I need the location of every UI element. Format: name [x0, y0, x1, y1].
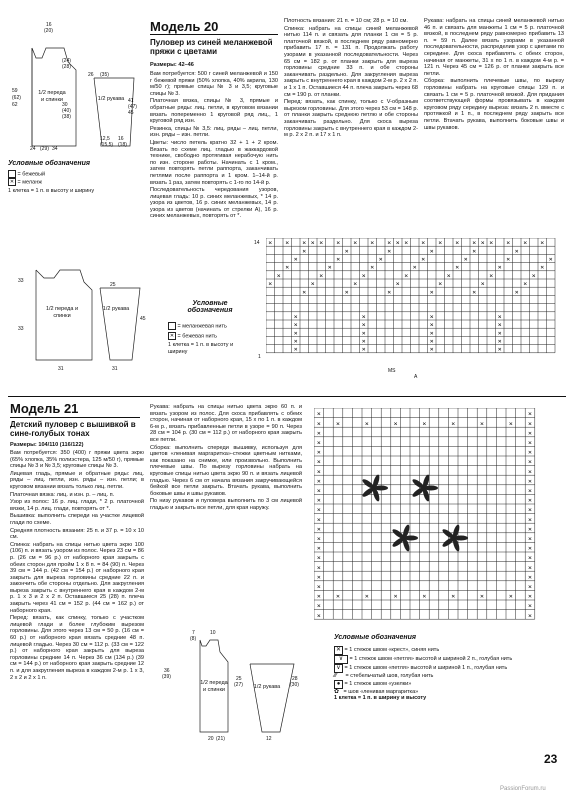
stitch-mark: ✕ [310, 240, 315, 247]
stitch-mark: ✕ [479, 421, 485, 428]
stitch-mark: ✕ [506, 256, 511, 263]
stitch-mark: ✕ [387, 240, 392, 247]
stitch-mark: ✕ [422, 421, 427, 428]
stitch-mark: ✕ [361, 347, 366, 354]
model20-col2 [284, 18, 418, 140]
m21-sleeve-label: 1/2 рукава [253, 684, 281, 690]
stitch-mark: ✕ [527, 594, 533, 601]
stitch-mark: ✕ [335, 594, 341, 601]
stitch-mark: ✕ [412, 265, 417, 272]
schematic-front-label: 1/2 переда и спинки [38, 90, 66, 103]
stitch-mark: ✕ [514, 248, 519, 255]
stitch-mark: ✕ [497, 338, 502, 345]
model20-materials: Вам потребуется: 500 г синей меланжевой и 150 г бежевой пряжи (50% хлопка, 40% акрила, 130 м/50 г); прямые спицы № 3 и 3,5; круговые спицы № 3. [150, 71, 278, 97]
dim-sl-155: (15,5) [100, 142, 114, 148]
stitch-mark: ✕ [404, 240, 409, 247]
embroidery-chart-grid [314, 408, 542, 626]
stitch-mark: ✕ [310, 281, 315, 288]
flower-chart-grid [266, 238, 566, 372]
stitch-mark: ✕ [316, 459, 321, 466]
stitch-mark: ✕ [472, 240, 477, 247]
model20-legend-1: = бежевый [8, 170, 45, 178]
stitch-mark: ✕ [527, 450, 533, 457]
stitch-mark: ✕ [361, 314, 366, 321]
dim-16: 16 [46, 22, 52, 28]
stitch-mark: ✕ [472, 248, 477, 255]
chart-ms: MS [388, 368, 396, 374]
stitch-mark: ✕ [361, 273, 366, 280]
stitch-mark: ✕ [336, 256, 341, 263]
m21-dim-25: 25 [236, 676, 242, 682]
model20-title: Модель 20 [150, 19, 219, 34]
stitch-mark: ✕ [319, 273, 324, 280]
stitch-mark: ✕ [370, 265, 375, 272]
dim-62a: (62) [12, 95, 21, 101]
stitch-mark: ✕ [335, 421, 341, 428]
knot-icon: ● [334, 680, 343, 689]
model21-embroidery: Вышивка: выполнить спереди на участке лицевой глади по схеме. [10, 513, 144, 526]
stitch-mark: ✕ [316, 574, 321, 581]
stitch-mark: ✕ [316, 603, 321, 610]
stitch-mark: ✕ [316, 411, 321, 418]
stitch-mark: ✕ [480, 281, 485, 288]
stitch-mark: ✕ [319, 240, 324, 247]
legend-note: 1 клетка = 1 п. в ширину и высоту [334, 695, 427, 701]
model21-gauge: Средняя плотность вязания: 25 п. и 37 р. = 10 х 10 см. [10, 527, 144, 541]
model21-title-rule [10, 417, 140, 418]
model20-legend-2: ✕ = меланж [9, 179, 42, 186]
stitch-mark: ✕ [429, 322, 434, 329]
m21-dim-27: (27) [234, 682, 243, 688]
stitch-mark: ✕ [293, 314, 298, 321]
stitch-mark: ✕ [527, 507, 533, 514]
dim-38: (38) [62, 114, 71, 120]
stitch-mark: ✕ [387, 248, 392, 255]
stitch-mark: ✕ [316, 450, 321, 457]
model21-back: Спинка: набрать на спицы нитью цвета экрю 100 (106) п. и вязать узором из полос. Через 23 см = 86 р. (26 см = 96 р.) от наборного края закрыть с обеих сторон для пройм 1 х 8 п. = 84 (90) п. Через 39 см = 144 р. (42 см = 154 р.) от наборного края закрыть для выреза горловины средние 22 п. и закончить обе стороны отдельно. Для закругления выреза закрыть с внутреннего края в каждом 2-м р. 1 х 3 и 2 х 2 п. Оставшиеся 25 (28) п. плеча закрыть через 41 см = 152 р. (44 см = 162 р.) от наборного края. [10, 541, 144, 614]
stitch-mark: ✕ [508, 594, 513, 601]
model20-back: Спинка: набрать на спицы синей меланжевой нитью 114 п. и связать для планки 1 см = 5 р. платочной вязкой, в последнем ряду равномерно прибавить 17 п. = 131 п. Продолжать работу узорами в указанной последовательности. Через 65 см = 182 р. от планки закрыть для выреза горловины средние 33 п. и обе стороны заканчивать раздельно. Для закругления выреза закрыть с внутреннего края в каждом 2-м р. 2 х 2 п. и 1 х 1 п. Оставшиеся 44 п. плеча закрыть через 68 см = 190 р. от планки. [284, 25, 418, 98]
stitch-mark: ✕ [527, 421, 533, 428]
stitch-mark: ✕ [472, 289, 477, 296]
m21-dim-21: (21) [216, 736, 225, 742]
alt-legend-2: ✕ = бежевая нить [169, 333, 218, 340]
stitch-mark: ✕ [316, 526, 321, 533]
stem-stitch-icon: ⁄⁄⁄ [334, 673, 338, 679]
stitch-mark: ✕ [316, 565, 321, 572]
stitch-mark: ✕ [316, 421, 321, 428]
stitch-mark: ✕ [479, 594, 485, 601]
stitch-mark: ✕ [527, 469, 533, 476]
alt-legend-1: = меланжевая нить [168, 322, 227, 330]
stitch-mark: ✕ [302, 240, 307, 247]
dim-sl-16: 16 [118, 136, 124, 142]
embroidery-chart [314, 408, 542, 626]
dim-62: 62 [12, 102, 18, 108]
model21-sleeves: Рукава: набрать на спицы нитью цвета экрю 60 п. и вязать узором из полос. Для скоса прибавлять с обеих сторон, начиная от наборного края, 15 х по 1 п. в каждом 6-м р., вязать прибавленные петли в узоре = 90 п. Через 28 см = 104 р. (30 см = 112 р.) от наборного края закрыть все петли. [150, 404, 302, 443]
model20-sizes: Размеры: 42–46 [150, 62, 194, 68]
loop-2-icon: ∨ [334, 655, 348, 664]
model21-stitch-1: Лицевая гладь, прямые и обратные ряды: лиц. ряды – лиц. петли, изн. ряды – изн. петли; в круговом вязании вязать только лиц. петли. [10, 470, 144, 490]
footer-site: PassionForum.ru [500, 786, 546, 792]
stitch-mark: ✕ [393, 594, 398, 601]
stitch-mark: ✕ [455, 265, 460, 272]
stitch-mark: ✕ [285, 240, 290, 247]
dim-sl-47: (47) [128, 104, 137, 110]
model21-legend [334, 646, 566, 702]
model21-col1 [10, 450, 144, 682]
m21-dim-20: 20 [208, 736, 214, 742]
stitch-mark: ✕ [285, 265, 290, 272]
stitch-mark: ✕ [316, 440, 321, 447]
model21-assembly: Сборка: выполнить спереди вышивку, используя для цветов «ленивая маргаритка»-стежки цветным нитками, как показано на снимке, или произвольно. Выполнить плечевые швы. По вырезу горловины набрать на круговые спицы нитью цвета экрю 90 п. и вязать лицевой гладью. Через 6 см от начала вязания закручивающейся бейкой все петли закрыть. Втачать рукава, выполнить боковые швы и швы рукавов. [150, 444, 302, 497]
dim-30: 30 [62, 102, 68, 108]
stitch-mark: ✕ [527, 411, 533, 418]
dim-sl-41: 41 [128, 98, 134, 104]
stitch-mark: ✕ [293, 347, 298, 354]
stitch-mark: ✕ [527, 517, 533, 524]
stitch-mark: ✕ [527, 565, 533, 572]
model21-subtitle: Детский пуловер с вышивкой в сине-голубых тонах [10, 420, 136, 438]
stitch-mark: ✕ [527, 488, 533, 495]
stitch-mark: ✕ [316, 613, 321, 620]
stitch-mark: ✕ [451, 421, 456, 428]
model20-stitch-1: Платочная вязка, спицы № 3, прямые и обратные ряды: лиц. петли, в круговом вязании вязать попеременно 1 круговой ряд лиц., 1 круговой ряд изн. [150, 98, 278, 125]
stitch-mark: ✕ [316, 594, 321, 601]
stitch-mark: ✕ [489, 273, 494, 280]
model21-title: Модель 21 [10, 401, 79, 416]
model20-subtitle: Пуловер из синей меланжевой пряжи с цветами [150, 38, 273, 56]
stitch-mark: ✕ [527, 478, 533, 485]
stitch-mark: ✕ [463, 256, 468, 263]
model21-legend-title: Условные обозначения [334, 634, 417, 641]
stitch-mark: ✕ [293, 322, 298, 329]
stitch-mark: ✕ [527, 613, 533, 620]
stitch-mark: ✕ [361, 322, 366, 329]
model21-sizes: Размеры: 104/110 (116/122) [10, 442, 84, 448]
stitch-mark: ✕ [527, 555, 533, 562]
stitch-mark: ✕ [293, 256, 298, 263]
model20-col3 [424, 18, 564, 132]
legend-cross-stitch: ✕ = 1 стежок швом «крест», синяя нить [335, 647, 440, 653]
stitch-mark: ✕ [316, 507, 321, 514]
stitch-mark: ✕ [387, 289, 392, 296]
stitch-mark: ✕ [527, 526, 533, 533]
model20-legend-title: Условные обозначения [8, 160, 91, 167]
model20-front: Перед: вязать, как спинку, только с V-образным вырезом горловины. Для этого через 53 см = 148 р. от планки закрыть среднюю петлю и обе стороны заканчивать раздельно. Для скоса выреза горловины закрыть с внутреннего края в каждом 2-м р. 2 х 2 п. и 17 х 1 п. [284, 99, 418, 139]
alt-dim-33b: 33 [18, 326, 24, 332]
model21-hem: По низу рукавов и пуловера выполнить по 3 см лицевой гладью и закрыть все петли, для края наружу. [150, 498, 302, 511]
stitch-mark: ✕ [364, 421, 369, 428]
legend-loop-1: ∨ = 1 стежок швом «петля» высотой и шириной 1 п., голубая нить [334, 664, 566, 673]
alt-legend-title: Условные обозначения [187, 300, 233, 314]
stitch-mark: ✕ [361, 330, 366, 337]
model21-stripes: Узор из полос: 16 р. лиц. глади, * 2 р. платочной вязки, 14 р. лиц. глади, повторять от *. [10, 499, 144, 512]
stitch-mark: ✕ [527, 536, 533, 543]
stitch-mark: ✕ [429, 248, 434, 255]
model20-flowers: Цветы: число петель кратно 32 + 1 + 2 кром. Вязать по схеме лиц. гладью в жаккардовой технике, свободно протягивая нерабочую нить по изн. стороне работы. Начинать с 1 кром., затем повторять петли раппорта, заканчивать петлями после раппорта и 1 кром. 1–14-й р. вязать 1 раз, затем повторять с 1-го по 14-й р. [150, 139, 278, 186]
model20-sequence: Последовательность чередования узоров, лицевая гладь: 10 р. синих меланжевых, * 14 р. узора из цветов, 16 р. синих меланжевых, 14 р. узора из цветов (начинать от стрелки А), 16 р. синих меланжевых, повторять от *. [150, 187, 278, 220]
stitch-mark: ✕ [429, 347, 434, 354]
stitch-mark: ✕ [497, 265, 502, 272]
model20-col1 [150, 71, 278, 221]
stitch-mark: ✕ [344, 248, 349, 255]
stitch-mark: ✕ [527, 546, 533, 553]
legend-loop-2: ∨ = 1 стежок швом «петля» высотой и шириной 2 п., голубая нить [334, 655, 566, 664]
dim-24b: 24 [30, 146, 36, 152]
stitch-mark: ✕ [316, 546, 321, 553]
stitch-mark: ✕ [527, 459, 533, 466]
stitch-mark: ✕ [302, 248, 307, 255]
stitch-mark: ✕ [316, 498, 321, 505]
alt-dim-31a: 31 [58, 366, 64, 372]
stitch-mark: ✕ [508, 421, 513, 428]
stitch-mark: ✕ [353, 240, 358, 247]
stitch-mark: ✕ [316, 488, 321, 495]
page-number: 23 [544, 752, 558, 766]
beige-thread-swatch: ✕ [169, 333, 175, 339]
model20-legend-note: 1 клетка = 1 п. в высоту и ширину [8, 188, 95, 194]
stitch-mark: ✕ [327, 265, 332, 272]
m21-front-label: 1/2 переда и спинки [200, 680, 228, 693]
model21-schematic-drawing [150, 628, 310, 748]
stitch-mark: ✕ [527, 430, 533, 437]
stitch-mark: ✕ [497, 314, 502, 321]
model20-stitch-2: Резинка, спицы № 3,5: лиц. ряды – лиц. петли, изн. ряды – изн. петли. [150, 125, 278, 139]
stitch-mark: ✕ [344, 289, 349, 296]
alt-dim-33a: 33 [18, 278, 24, 284]
dim-28: (28) [62, 64, 71, 70]
legend-stem: ⁄⁄⁄ = стебельчатый шов, голубая нить [334, 673, 434, 679]
stitch-mark: ✕ [316, 517, 321, 524]
m21-dim-30: (30) [290, 682, 299, 688]
dim-sl-45: 45 [128, 110, 134, 116]
stitch-mark: ✕ [316, 469, 321, 476]
stitch-mark: ✕ [429, 330, 434, 337]
chart-row-14: 14 [254, 240, 260, 246]
stitch-mark: ✕ [540, 240, 545, 247]
stitch-mark: ✕ [523, 240, 528, 247]
chart-a: A [414, 374, 418, 380]
stitch-mark: ✕ [421, 240, 426, 247]
stitch-mark: ✕ [378, 256, 383, 263]
stitch-mark: ✕ [497, 330, 502, 337]
dim-59: 59 [12, 88, 18, 94]
model21-col2 [150, 404, 302, 513]
stitch-mark: ✕ [446, 273, 451, 280]
dim-35: (35) [100, 72, 109, 78]
dim-40: (40) [62, 108, 71, 114]
melange-swatch: ✕ [9, 179, 15, 185]
m21-dim-8: (8) [190, 636, 197, 642]
stitch-mark: ✕ [455, 240, 460, 247]
stitch-mark: ✕ [336, 240, 341, 247]
stitch-mark: ✕ [422, 594, 427, 601]
dim-26: 26 [88, 72, 94, 78]
stitch-mark: ✕ [429, 289, 434, 296]
stitch-mark: ✕ [438, 240, 443, 247]
flower-chart [266, 238, 566, 372]
daisy-icon: ✿ [334, 688, 340, 695]
embroidered-flower [441, 524, 468, 552]
model21-front: Перед: вязать, как спинку, только с участком лицевой глади и более глубоким вырезом горловины. Для этого через 13 см = 50 р. (16 см = 60 р.) от наборного края вязать средние 48 п. лицевой гладью. Через 30 см = 112 р. (33 см = 122 р.) от наборного края закрыть для выреза горловины средние 14 п. Через 36 см (134 р.) (39 см = 144 р.) от наборного края закрыть средние 12 п. и для закругления выреза в каждом 2-м р. 1 х 3, 2 х 2 и 2 х 1 п. [10, 615, 144, 681]
m21-dim-28: 28 [292, 676, 298, 682]
alt-dim-31b: 31 [112, 366, 118, 372]
stitch-mark: ✕ [527, 574, 533, 581]
m21-dim-36: 36 [164, 668, 170, 674]
stitch-mark: ✕ [364, 594, 369, 601]
loop-1-icon: ∨ [334, 664, 343, 673]
stitch-mark: ✕ [353, 281, 358, 288]
m21-dim-39: (39) [162, 674, 171, 680]
dim-24: (24) [62, 58, 71, 64]
model21-materials: Вам потребуется: 350 (400) г пряжи цвета экрю (65% хлопка, 35% полиэстера, 125 м/50 г), прямые спицы № 3 и № 3,5; круговые спицы № 3. [10, 450, 144, 470]
stitch-mark: ✕ [395, 281, 400, 288]
model20-title-rule [150, 34, 278, 35]
legend-knot: ● = 1 стежок швом «узелки» [334, 680, 566, 689]
embroidered-flower [391, 524, 418, 552]
section-divider [8, 396, 566, 397]
alt-sleeve-label: 1/2 рукава [102, 306, 130, 312]
alt-dim-25: 25 [110, 282, 116, 288]
stitch-mark: ✕ [497, 347, 502, 354]
model21-stitch-2: Платочная вязка: лиц. и изн. р. – лиц. п. [10, 491, 115, 498]
schematic-sleeve-label: 1/2 рукава [97, 96, 125, 102]
embroidered-flower [411, 474, 438, 502]
stitch-mark: ✕ [451, 594, 456, 601]
stitch-mark: ✕ [316, 536, 321, 543]
stitch-mark: ✕ [540, 265, 545, 272]
stitch-mark: ✕ [429, 338, 434, 345]
stitch-mark: ✕ [316, 555, 321, 562]
stitch-mark: ✕ [438, 281, 443, 288]
model20-gauge: Плотность вязания: 21 п. = 10 см; 28 р. = 10 см. [284, 18, 408, 24]
stitch-mark: ✕ [548, 256, 553, 263]
melange-thread-swatch [168, 322, 176, 330]
dim-20: (20) [44, 28, 53, 34]
embroidered-flower [361, 474, 388, 502]
stitch-mark: ✕ [421, 256, 426, 263]
m21-dim-12: 12 [266, 736, 272, 742]
stitch-mark: ✕ [480, 240, 485, 247]
stitch-mark: ✕ [523, 281, 528, 288]
stitch-mark: ✕ [395, 240, 400, 247]
stitch-mark: ✕ [404, 273, 409, 280]
stitch-mark: ✕ [527, 584, 533, 591]
alt-dim-45: 45 [140, 316, 146, 322]
dim-29: (29) [40, 146, 49, 152]
alt-front-label: 1/2 переда и спинки [45, 306, 79, 319]
dim-sl-125: 12,5 [100, 136, 110, 142]
dim-34: 34 [52, 146, 58, 152]
model20-sleeves: Рукава: набрать на спицы синей меланжевой нитью 46 п. и связать для манжеты 1 см = 5 р. платочной вязкой, в последнем ряду равномерно прибавить 13 п. = 59 п. Далее вязать узорами в указанной последовательности, распределив узор с цветами по середине. Для скоса прибавлять с обеих сторон, начиная от манжеты, 31 х по 1 п. в каждом 4-м р. = 121 п. Через 45 см = 126 р. от планки закрыть все петли. [424, 18, 564, 77]
m21-dim-10: 10 [210, 630, 216, 636]
dim-sl-18: (18) [118, 142, 127, 148]
stitch-mark: ✕ [527, 440, 533, 447]
stitch-mark: ✕ [497, 322, 502, 329]
stitch-mark: ✕ [316, 430, 321, 437]
stitch-mark: ✕ [531, 273, 536, 280]
stitch-mark: ✕ [361, 338, 366, 345]
cross-stitch-icon: ✕ [335, 647, 342, 653]
stitch-mark: ✕ [293, 330, 298, 337]
stitch-mark: ✕ [393, 421, 398, 428]
model20-assembly: Сборка: выполнить плечевые швы, по вырезу горловины набрать на круговые спицы 129 п. и связать 1 см = 5 р. платочной вязкой. Для придания соответствующей формы провязывать в каждом круговом ряду середину выреза: вязать 2 п. вместе с протяжкой и 1 п., в последнем ряду закрыть все петли. Втачать рукава, выполнить боковые швы и швы рукавов. [424, 78, 564, 131]
beige-swatch [8, 170, 16, 178]
stitch-mark: ✕ [268, 281, 273, 288]
alt-legend-note: 1 клетка = 1 п. в высоту и ширину [168, 342, 234, 355]
stitch-mark: ✕ [370, 240, 375, 247]
model21-schematic [150, 628, 310, 748]
stitch-mark: ✕ [527, 603, 533, 610]
stitch-mark: ✕ [489, 240, 494, 247]
stitch-mark: ✕ [429, 314, 434, 321]
stitch-mark: ✕ [527, 498, 533, 505]
legend-daisy: ✿ = шов «ленивая маргаритка» [334, 688, 419, 695]
stitch-mark: ✕ [316, 478, 321, 485]
stitch-mark: ✕ [506, 240, 511, 247]
stitch-mark: ✕ [316, 584, 321, 591]
stitch-mark: ✕ [276, 273, 281, 280]
chart-row-1: 1 [258, 354, 261, 360]
m21-dim-7: 7 [192, 630, 195, 636]
stitch-mark: ✕ [514, 289, 519, 296]
stitch-mark: ✕ [302, 289, 307, 296]
stitch-mark: ✕ [268, 240, 273, 247]
stitch-mark: ✕ [293, 338, 298, 345]
